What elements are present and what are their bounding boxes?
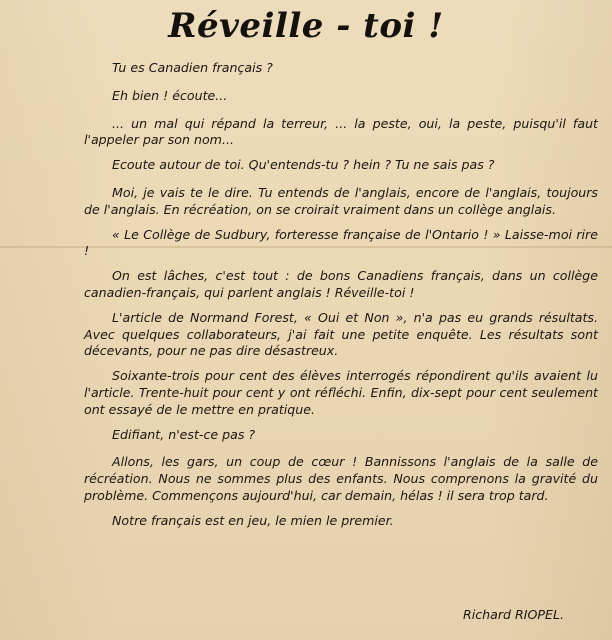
paragraph-2: Eh bien ! écoute... xyxy=(112,87,228,103)
paragraph-7: On est lâches, c'est tout : de bons Canadiens français, dans un collège canadien-français, qui parlent anglais ! Réveille-toi ! xyxy=(84,268,598,300)
paragraph-10: Edifiant, n'est-ce pas ? xyxy=(112,426,256,442)
author-signature: Richard RIOPEL. xyxy=(463,607,564,622)
document-title: Réveille - toi ! xyxy=(168,6,444,46)
paragraph-12: Notre français est en jeu, le mien le premier. xyxy=(112,512,394,528)
paragraph-1: Tu es Canadien français ? xyxy=(112,60,273,75)
paragraph-6: « Le Collège de Sudbury, forteresse française de l'Ontario ! » Laisse-moi rire ! xyxy=(84,226,598,259)
paragraph-5: Moi, je vais te le dire. Tu entends de l'anglais, encore de l'anglais, toujours de l'anglais. En récréation, on se croirait vraiment dans un collège anglais. xyxy=(84,184,598,217)
paragraph-3: ... un mal qui répand la terreur, ... la peste, oui, la peste, puisqu'il faut l'appeler par son nom... xyxy=(84,115,598,148)
article-body xyxy=(84,60,598,541)
paragraph-11: Allons, les gars, un coup de cœur ! Bannissons l'anglais de la salle de récréation. Nous ne sommes plus des enfants. Nous comprenons la gravité du problème. Commençons aujourd'hui, car demain, hélas ! il sera trop tard. xyxy=(84,454,598,503)
paragraph-4: Ecoute autour de toi. Qu'entends-tu ? hein ? Tu ne sais pas ? xyxy=(112,157,495,173)
paragraph-8: L'article de Normand Forest, « Oui et Non », n'a pas eu grands résultats. Avec quelques collaborateurs, j'ai fait une petite enquête. Les résultats sont décevants, pour ne pas dire désastreux. xyxy=(84,309,598,359)
paragraph-9: Soixante-trois pour cent des élèves interrogés répondirent qu'ils avaient lu l'article. Trente-huit pour cent y ont réfléchi. Enfin, dix-sept pour cent seulement ont essayé de le mettre en pratique. xyxy=(84,368,598,417)
